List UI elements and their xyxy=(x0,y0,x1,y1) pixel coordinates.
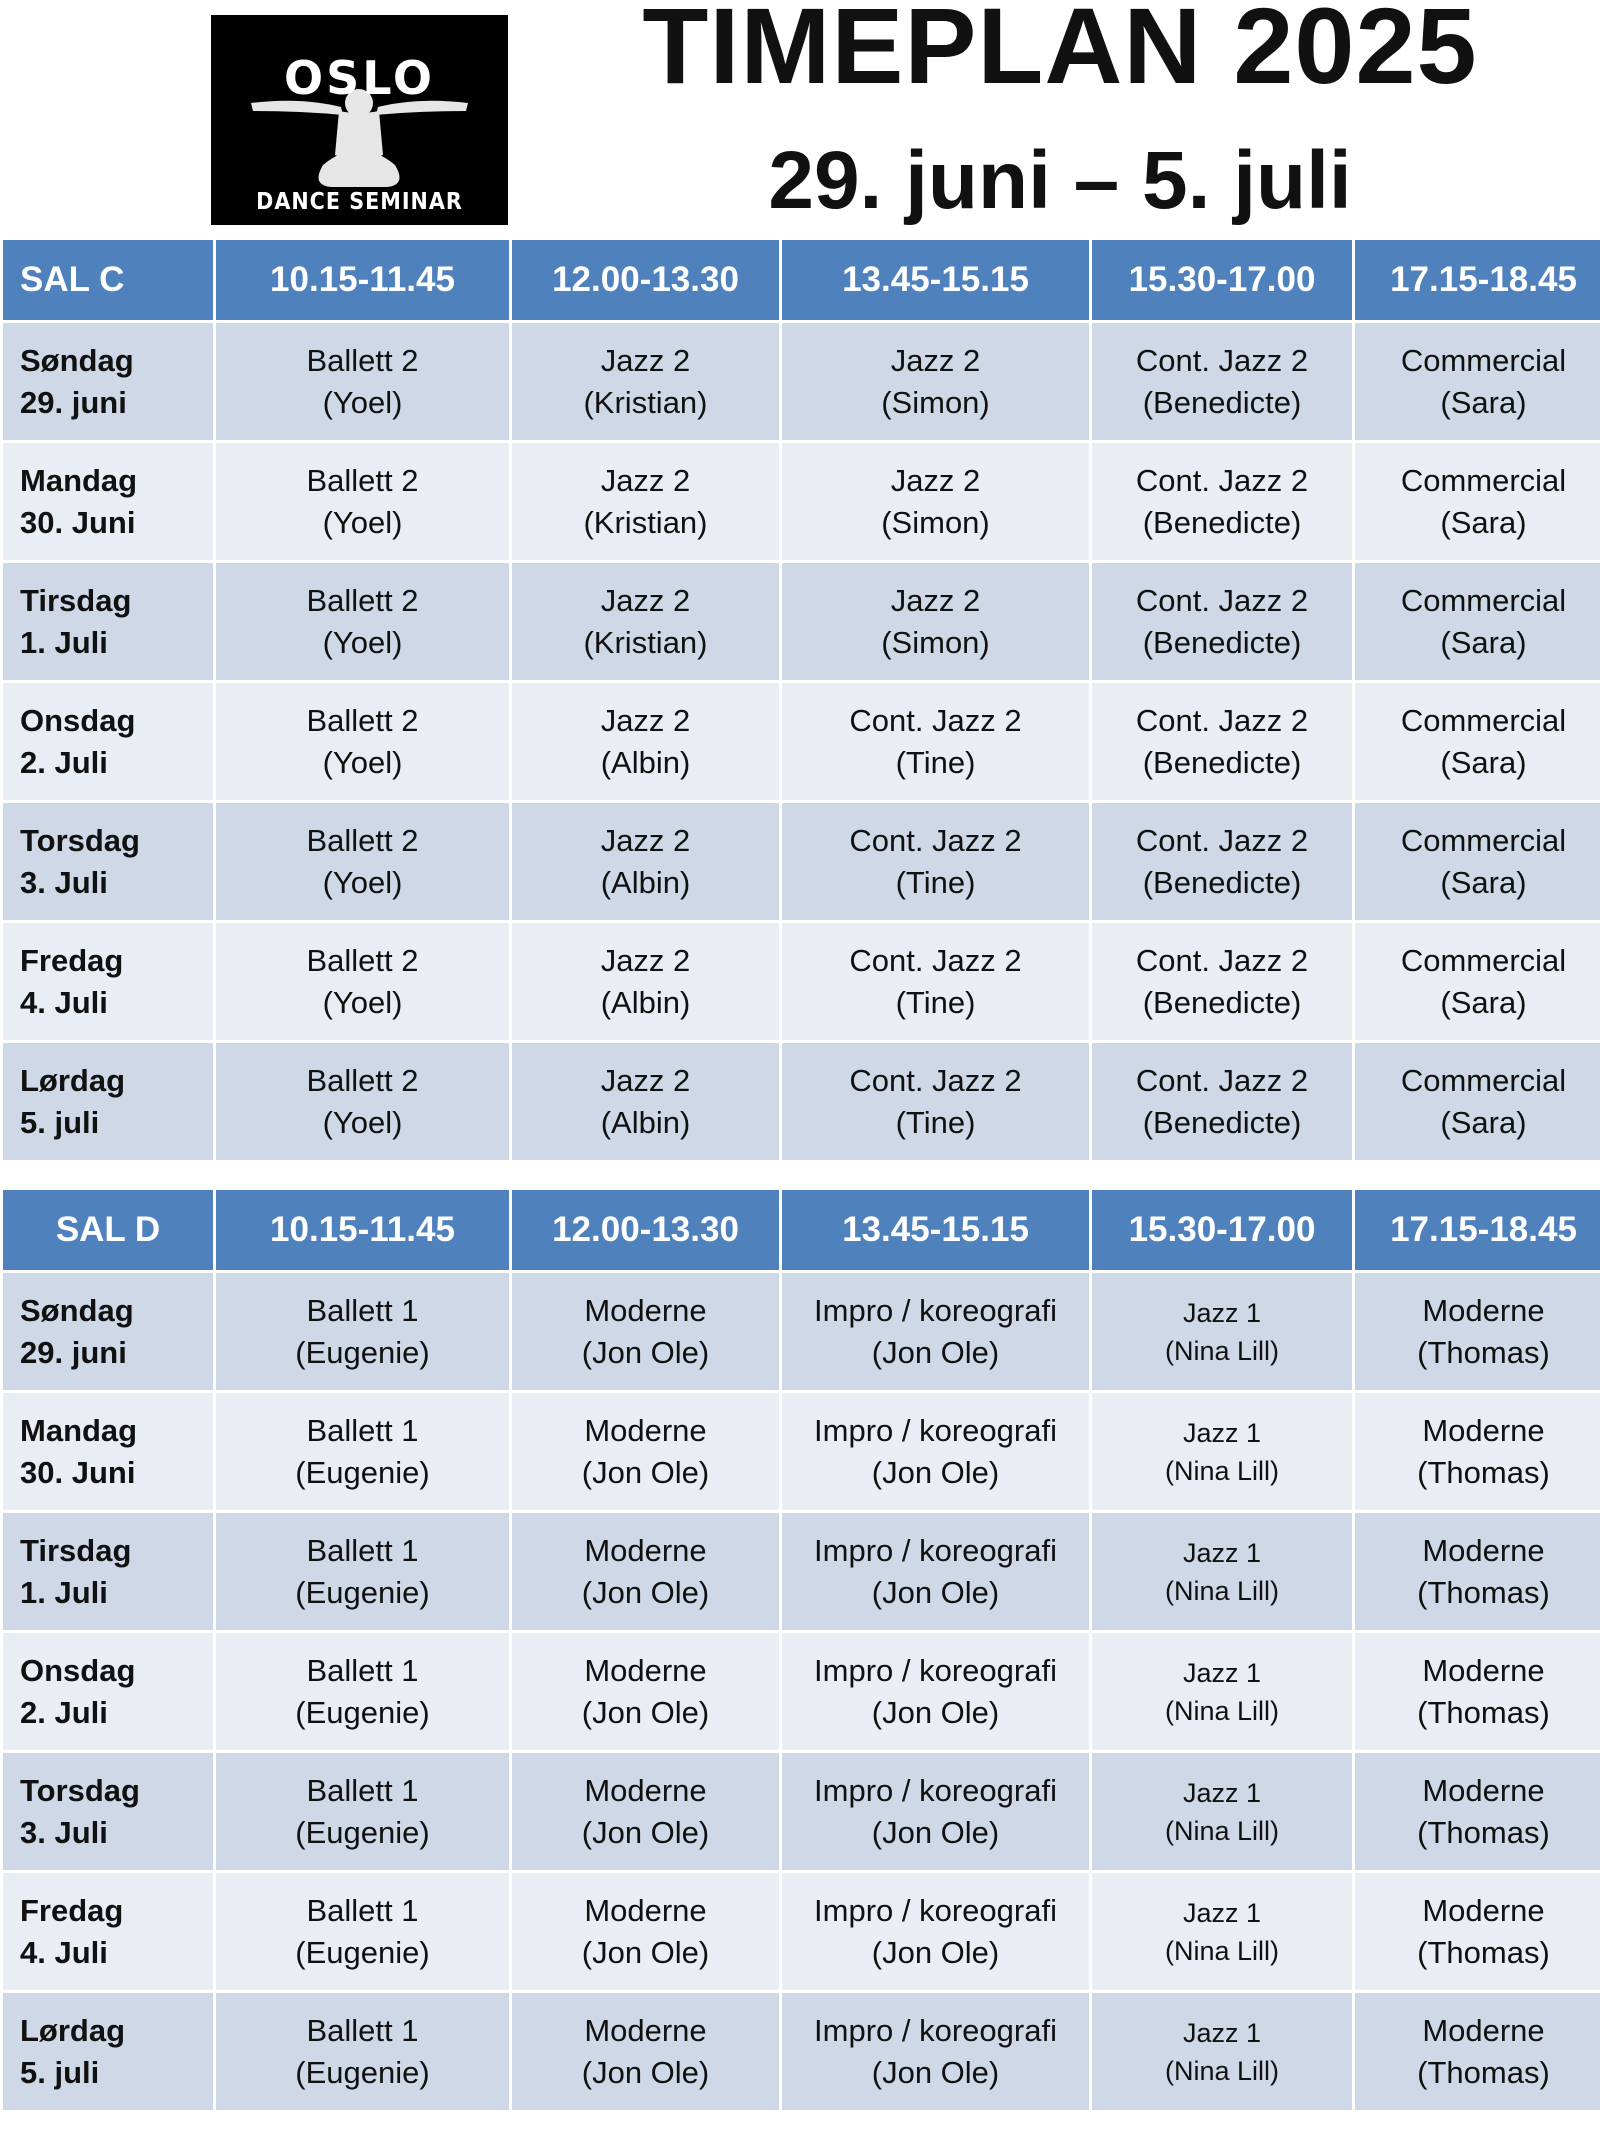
class-cell xyxy=(216,923,509,1040)
teacher-name: (Jon Ole) xyxy=(581,1814,710,1850)
weekday-label: Lørdag xyxy=(20,1062,126,1098)
teacher-name: (Albin) xyxy=(600,1104,691,1140)
schedule-table-sal-c xyxy=(0,237,1600,1163)
teacher-name: (Benedicte) xyxy=(1142,504,1302,540)
teacher-name: (Albin) xyxy=(600,984,691,1020)
day-cell xyxy=(3,1993,213,2110)
class-cell xyxy=(512,1513,779,1630)
class-name: Cont. Jazz 2 xyxy=(1135,702,1309,738)
class-cell xyxy=(1355,1993,1600,2110)
class-cell xyxy=(1092,1393,1352,1510)
class-name: Moderne xyxy=(584,1412,707,1448)
teacher-name: (Eugenie) xyxy=(295,1934,430,1970)
teacher-name: (Jon Ole) xyxy=(581,1694,710,1730)
class-name: Ballett 2 xyxy=(306,342,419,378)
class-name: Jazz 2 xyxy=(600,942,691,978)
class-cell xyxy=(782,1873,1089,1990)
room-label: SAL C xyxy=(3,240,213,320)
class-name: Impro / koreografi xyxy=(814,2012,1057,2048)
teacher-name: (Thomas) xyxy=(1417,1454,1550,1490)
weekday-label: Mandag xyxy=(20,1412,138,1448)
time-slot-header: 15.30-17.00 xyxy=(1092,240,1352,320)
class-name: Ballett 1 xyxy=(306,1652,419,1688)
time-slot-header: 13.45-15.15 xyxy=(782,240,1089,320)
class-cell xyxy=(1092,923,1352,1040)
class-name: Moderne xyxy=(584,2012,707,2048)
weekday-label: Tirsdag xyxy=(20,1532,132,1568)
class-cell xyxy=(216,323,509,440)
class-cell xyxy=(216,683,509,800)
class-name: Moderne xyxy=(584,1652,707,1688)
teacher-name: (Nina Lill) xyxy=(1164,1695,1280,1726)
teacher-name: (Yoel) xyxy=(322,864,403,900)
class-name: Ballett 1 xyxy=(306,2012,419,2048)
class-cell xyxy=(512,1393,779,1510)
time-slot-header: 17.15-18.45 xyxy=(1355,1190,1600,1270)
class-name: Cont. Jazz 2 xyxy=(849,1062,1022,1098)
teacher-name: (Jon Ole) xyxy=(871,2054,1000,2090)
teacher-name: (Simon) xyxy=(881,624,990,660)
day-cell xyxy=(3,923,213,1040)
schedule-table-sal-d xyxy=(0,1187,1600,2113)
page-header xyxy=(0,0,1600,240)
teacher-name: (Kristian) xyxy=(583,624,708,660)
teacher-name: (Benedicte) xyxy=(1142,744,1302,780)
teacher-name: (Albin) xyxy=(600,744,691,780)
class-name: Commercial xyxy=(1400,462,1567,498)
class-name: Cont. Jazz 2 xyxy=(1135,942,1309,978)
weekday-label: Onsdag xyxy=(20,702,136,738)
weekday-label: Torsdag xyxy=(20,822,140,858)
day-row xyxy=(3,1043,1600,1160)
date-label: 5. juli xyxy=(20,1104,100,1140)
teacher-name: (Eugenie) xyxy=(295,1574,430,1610)
class-cell xyxy=(782,1043,1089,1160)
class-name: Jazz 1 xyxy=(1182,1897,1262,1928)
teacher-name: (Benedicte) xyxy=(1142,1104,1302,1140)
class-cell xyxy=(1355,563,1600,680)
teacher-name: (Jon Ole) xyxy=(581,2054,710,2090)
class-cell xyxy=(1092,1993,1352,2110)
date-label: 4. Juli xyxy=(20,984,108,1020)
teacher-name: (Sara) xyxy=(1440,504,1527,540)
date-label: 3. Juli xyxy=(20,1814,108,1850)
class-name: Moderne xyxy=(1422,1532,1545,1568)
class-name: Jazz 2 xyxy=(600,342,691,378)
class-cell xyxy=(512,803,779,920)
date-label: 29. juni xyxy=(20,1334,127,1370)
header-row xyxy=(3,240,1600,320)
class-cell xyxy=(1092,803,1352,920)
teacher-name: (Albin) xyxy=(600,864,691,900)
class-cell xyxy=(216,1513,509,1630)
class-cell xyxy=(782,1393,1089,1510)
teacher-name: (Sara) xyxy=(1440,624,1527,660)
class-name: Moderne xyxy=(1422,1292,1545,1328)
teacher-name: (Eugenie) xyxy=(295,1694,430,1730)
class-cell xyxy=(1355,683,1600,800)
class-cell xyxy=(1355,1043,1600,1160)
class-cell xyxy=(216,1633,509,1750)
class-name: Moderne xyxy=(1422,1412,1545,1448)
date-label: 2. Juli xyxy=(20,744,108,780)
teacher-name: (Benedicte) xyxy=(1142,864,1302,900)
teacher-name: (Thomas) xyxy=(1417,1694,1550,1730)
time-slot-header: 13.45-15.15 xyxy=(782,1190,1089,1270)
date-label: 1. Juli xyxy=(20,1574,108,1610)
class-cell xyxy=(512,1993,779,2110)
weekday-label: Torsdag xyxy=(20,1772,140,1808)
teacher-name: (Nina Lill) xyxy=(1164,1335,1280,1366)
class-name: Moderne xyxy=(584,1772,707,1808)
day-row xyxy=(3,1393,1600,1510)
class-cell xyxy=(1355,1393,1600,1510)
class-name: Jazz 2 xyxy=(890,582,981,618)
class-cell xyxy=(512,1873,779,1990)
time-slot-header: 15.30-17.00 xyxy=(1092,1190,1352,1270)
page-title: TIMEPLAN 2025 xyxy=(642,0,1478,106)
date-label: 4. Juli xyxy=(20,1934,108,1970)
teacher-name: (Benedicte) xyxy=(1142,384,1302,420)
weekday-label: Søndag xyxy=(20,342,134,378)
date-label: 2. Juli xyxy=(20,1694,108,1730)
time-slot-header: 10.15-11.45 xyxy=(216,240,509,320)
class-name: Cont. Jazz 2 xyxy=(1135,822,1309,858)
class-name: Cont. Jazz 2 xyxy=(1135,582,1309,618)
teacher-name: (Sara) xyxy=(1440,864,1527,900)
teacher-name: (Tine) xyxy=(895,864,976,900)
class-name: Moderne xyxy=(584,1892,707,1928)
teacher-name: (Yoel) xyxy=(322,624,403,660)
class-name: Ballett 2 xyxy=(306,462,419,498)
class-cell xyxy=(1092,1753,1352,1870)
teacher-name: (Jon Ole) xyxy=(871,1574,1000,1610)
day-cell xyxy=(3,443,213,560)
day-row xyxy=(3,923,1600,1040)
class-name: Jazz 1 xyxy=(1182,1777,1262,1808)
teacher-name: (Eugenie) xyxy=(295,1814,430,1850)
class-name: Cont. Jazz 2 xyxy=(1135,1062,1309,1098)
teacher-name: (Nina Lill) xyxy=(1164,1935,1280,1966)
class-cell xyxy=(1092,1043,1352,1160)
class-name: Jazz 2 xyxy=(600,702,691,738)
class-cell xyxy=(1092,683,1352,800)
class-name: Impro / koreografi xyxy=(814,1892,1057,1928)
class-cell xyxy=(216,1753,509,1870)
class-cell xyxy=(782,1273,1089,1390)
class-cell xyxy=(1355,923,1600,1040)
class-cell xyxy=(782,1513,1089,1630)
day-cell xyxy=(3,1633,213,1750)
teacher-name: (Thomas) xyxy=(1417,1934,1550,1970)
teacher-name: (Sara) xyxy=(1440,1104,1527,1140)
weekday-label: Lørdag xyxy=(20,2012,126,2048)
day-row xyxy=(3,1993,1600,2110)
class-name: Moderne xyxy=(1422,1772,1545,1808)
class-cell xyxy=(1092,1273,1352,1390)
day-row xyxy=(3,803,1600,920)
weekday-label: Fredag xyxy=(20,942,124,978)
class-cell xyxy=(1355,803,1600,920)
class-name: Commercial xyxy=(1400,942,1567,978)
day-cell xyxy=(3,1513,213,1630)
weekday-label: Onsdag xyxy=(20,1652,136,1688)
class-name: Ballett 2 xyxy=(306,702,419,738)
class-cell xyxy=(1092,1633,1352,1750)
class-cell xyxy=(1092,323,1352,440)
time-slot-header: 12.00-13.30 xyxy=(512,240,779,320)
day-row xyxy=(3,443,1600,560)
class-name: Moderne xyxy=(1422,1892,1545,1928)
class-cell xyxy=(216,1043,509,1160)
day-row xyxy=(3,683,1600,800)
class-name: Commercial xyxy=(1400,702,1567,738)
class-name: Jazz 1 xyxy=(1182,1417,1262,1448)
class-name: Commercial xyxy=(1400,342,1567,378)
teacher-name: (Thomas) xyxy=(1417,1574,1550,1610)
class-name: Ballett 2 xyxy=(306,582,419,618)
class-cell xyxy=(512,1753,779,1870)
weekday-label: Søndag xyxy=(20,1292,134,1328)
day-cell xyxy=(3,803,213,920)
class-cell xyxy=(512,1273,779,1390)
teacher-name: (Sara) xyxy=(1440,744,1527,780)
class-cell xyxy=(216,443,509,560)
header-row xyxy=(3,1190,1600,1270)
class-cell xyxy=(782,443,1089,560)
class-name: Impro / koreografi xyxy=(814,1292,1057,1328)
class-cell xyxy=(782,803,1089,920)
day-row xyxy=(3,1273,1600,1390)
class-name: Jazz 1 xyxy=(1182,1297,1262,1328)
class-cell xyxy=(512,683,779,800)
class-name: Ballett 2 xyxy=(306,942,419,978)
class-cell xyxy=(512,1633,779,1750)
teacher-name: (Jon Ole) xyxy=(581,1454,710,1490)
teacher-name: (Yoel) xyxy=(322,744,403,780)
date-label: 1. Juli xyxy=(20,624,108,660)
class-name: Jazz 1 xyxy=(1182,1537,1262,1568)
teacher-name: (Yoel) xyxy=(322,384,403,420)
time-slot-header: 12.00-13.30 xyxy=(512,1190,779,1270)
class-name: Ballett 1 xyxy=(306,1292,419,1328)
class-name: Cont. Jazz 2 xyxy=(849,942,1022,978)
class-name: Moderne xyxy=(1422,1652,1545,1688)
teacher-name: (Nina Lill) xyxy=(1164,1575,1280,1606)
teacher-name: (Thomas) xyxy=(1417,2054,1550,2090)
class-name: Commercial xyxy=(1400,582,1567,618)
class-cell xyxy=(216,803,509,920)
day-cell xyxy=(3,323,213,440)
class-name: Impro / koreografi xyxy=(814,1772,1057,1808)
weekday-label: Mandag xyxy=(20,462,138,498)
class-name: Jazz 2 xyxy=(600,582,691,618)
class-name: Jazz 1 xyxy=(1182,1657,1262,1688)
teacher-name: (Yoel) xyxy=(322,504,403,540)
class-cell xyxy=(782,1633,1089,1750)
teacher-name: (Nina Lill) xyxy=(1164,2055,1280,2086)
teacher-name: (Kristian) xyxy=(583,504,708,540)
teacher-name: (Sara) xyxy=(1440,384,1527,420)
weekday-label: Fredag xyxy=(20,1892,124,1928)
teacher-name: (Eugenie) xyxy=(295,1454,430,1490)
teacher-name: (Yoel) xyxy=(322,984,403,1020)
class-name: Cont. Jazz 2 xyxy=(1135,462,1309,498)
teacher-name: (Jon Ole) xyxy=(581,1934,710,1970)
class-name: Jazz 2 xyxy=(600,1062,691,1098)
day-row xyxy=(3,1513,1600,1630)
class-name: Jazz 2 xyxy=(600,462,691,498)
class-cell xyxy=(1355,323,1600,440)
class-name: Jazz 2 xyxy=(890,462,981,498)
teacher-name: (Jon Ole) xyxy=(871,1934,1000,1970)
day-cell xyxy=(3,1873,213,1990)
class-cell xyxy=(1355,443,1600,560)
class-cell xyxy=(1092,1513,1352,1630)
teacher-name: (Jon Ole) xyxy=(871,1454,1000,1490)
class-name: Jazz 2 xyxy=(600,822,691,858)
day-row xyxy=(3,1633,1600,1750)
page-subtitle: 29. juni – 5. juli xyxy=(768,135,1352,226)
class-name: Ballett 1 xyxy=(306,1412,419,1448)
class-cell xyxy=(216,1393,509,1510)
teacher-name: (Sara) xyxy=(1440,984,1527,1020)
class-name: Ballett 1 xyxy=(306,1772,419,1808)
class-cell xyxy=(1092,443,1352,560)
day-cell xyxy=(3,563,213,680)
teacher-name: (Thomas) xyxy=(1417,1334,1550,1370)
teacher-name: (Jon Ole) xyxy=(871,1334,1000,1370)
class-name: Moderne xyxy=(584,1292,707,1328)
class-name: Cont. Jazz 2 xyxy=(849,702,1022,738)
teacher-name: (Nina Lill) xyxy=(1164,1455,1280,1486)
day-row xyxy=(3,1873,1600,1990)
class-cell xyxy=(1355,1273,1600,1390)
teacher-name: (Yoel) xyxy=(322,1104,403,1140)
class-name: Impro / koreografi xyxy=(814,1652,1057,1688)
teacher-name: (Simon) xyxy=(881,384,990,420)
class-cell xyxy=(782,1753,1089,1870)
class-cell xyxy=(1355,1753,1600,1870)
class-cell xyxy=(1355,1633,1600,1750)
class-cell xyxy=(216,1273,509,1390)
class-name: Cont. Jazz 2 xyxy=(849,822,1022,858)
teacher-name: (Nina Lill) xyxy=(1164,1815,1280,1846)
class-name: Moderne xyxy=(1422,2012,1545,2048)
day-cell xyxy=(3,1753,213,1870)
class-name: Ballett 1 xyxy=(306,1532,419,1568)
class-name: Jazz 1 xyxy=(1182,2017,1262,2048)
class-cell xyxy=(1092,1873,1352,1990)
day-row xyxy=(3,563,1600,680)
teacher-name: (Benedicte) xyxy=(1142,984,1302,1020)
class-cell xyxy=(1092,563,1352,680)
date-label: 29. juni xyxy=(20,384,127,420)
teacher-name: (Jon Ole) xyxy=(581,1334,710,1370)
class-cell xyxy=(1355,1873,1600,1990)
teacher-name: (Jon Ole) xyxy=(581,1574,710,1610)
teacher-name: (Benedicte) xyxy=(1142,624,1302,660)
date-label: 30. Juni xyxy=(20,504,136,540)
class-cell xyxy=(1355,1513,1600,1630)
day-cell xyxy=(3,1043,213,1160)
class-name: Impro / koreografi xyxy=(814,1532,1057,1568)
class-cell xyxy=(512,443,779,560)
class-name: Commercial xyxy=(1400,822,1567,858)
class-name: Impro / koreografi xyxy=(814,1412,1057,1448)
class-name: Ballett 2 xyxy=(306,1062,419,1098)
logo-bottom-text: DANCE SEMINAR xyxy=(256,189,463,215)
teacher-name: (Simon) xyxy=(881,504,990,540)
day-row xyxy=(3,1753,1600,1870)
class-name: Commercial xyxy=(1400,1062,1567,1098)
teacher-name: (Eugenie) xyxy=(295,2054,430,2090)
teacher-name: (Eugenie) xyxy=(295,1334,430,1370)
class-cell xyxy=(216,1873,509,1990)
teacher-name: (Thomas) xyxy=(1417,1814,1550,1850)
teacher-name: (Tine) xyxy=(895,1104,976,1140)
teacher-name: (Jon Ole) xyxy=(871,1814,1000,1850)
time-slot-header: 17.15-18.45 xyxy=(1355,240,1600,320)
class-cell xyxy=(216,1993,509,2110)
day-cell xyxy=(3,683,213,800)
class-cell xyxy=(782,683,1089,800)
teacher-name: (Jon Ole) xyxy=(871,1694,1000,1730)
class-cell xyxy=(512,1043,779,1160)
logo-top-text: OSLO xyxy=(283,51,435,105)
class-cell xyxy=(782,563,1089,680)
class-cell xyxy=(512,563,779,680)
date-label: 5. juli xyxy=(20,2054,100,2090)
date-label: 3. Juli xyxy=(20,864,108,900)
oslo-dance-seminar-logo xyxy=(211,15,508,225)
class-cell xyxy=(512,923,779,1040)
weekday-label: Tirsdag xyxy=(20,582,132,618)
class-name: Ballett 2 xyxy=(306,822,419,858)
class-cell xyxy=(782,1993,1089,2110)
class-cell xyxy=(216,563,509,680)
teacher-name: (Kristian) xyxy=(583,384,708,420)
teacher-name: (Tine) xyxy=(895,744,976,780)
class-name: Moderne xyxy=(584,1532,707,1568)
room-label: SAL D xyxy=(3,1190,213,1270)
day-cell xyxy=(3,1273,213,1390)
day-row xyxy=(3,323,1600,440)
class-cell xyxy=(782,323,1089,440)
day-cell xyxy=(3,1393,213,1510)
class-cell xyxy=(512,323,779,440)
date-label: 30. Juni xyxy=(20,1454,136,1490)
time-slot-header: 10.15-11.45 xyxy=(216,1190,509,1270)
class-name: Ballett 1 xyxy=(306,1892,419,1928)
class-name: Jazz 2 xyxy=(890,342,981,378)
class-cell xyxy=(782,923,1089,1040)
class-name: Cont. Jazz 2 xyxy=(1135,342,1309,378)
teacher-name: (Tine) xyxy=(895,984,976,1020)
